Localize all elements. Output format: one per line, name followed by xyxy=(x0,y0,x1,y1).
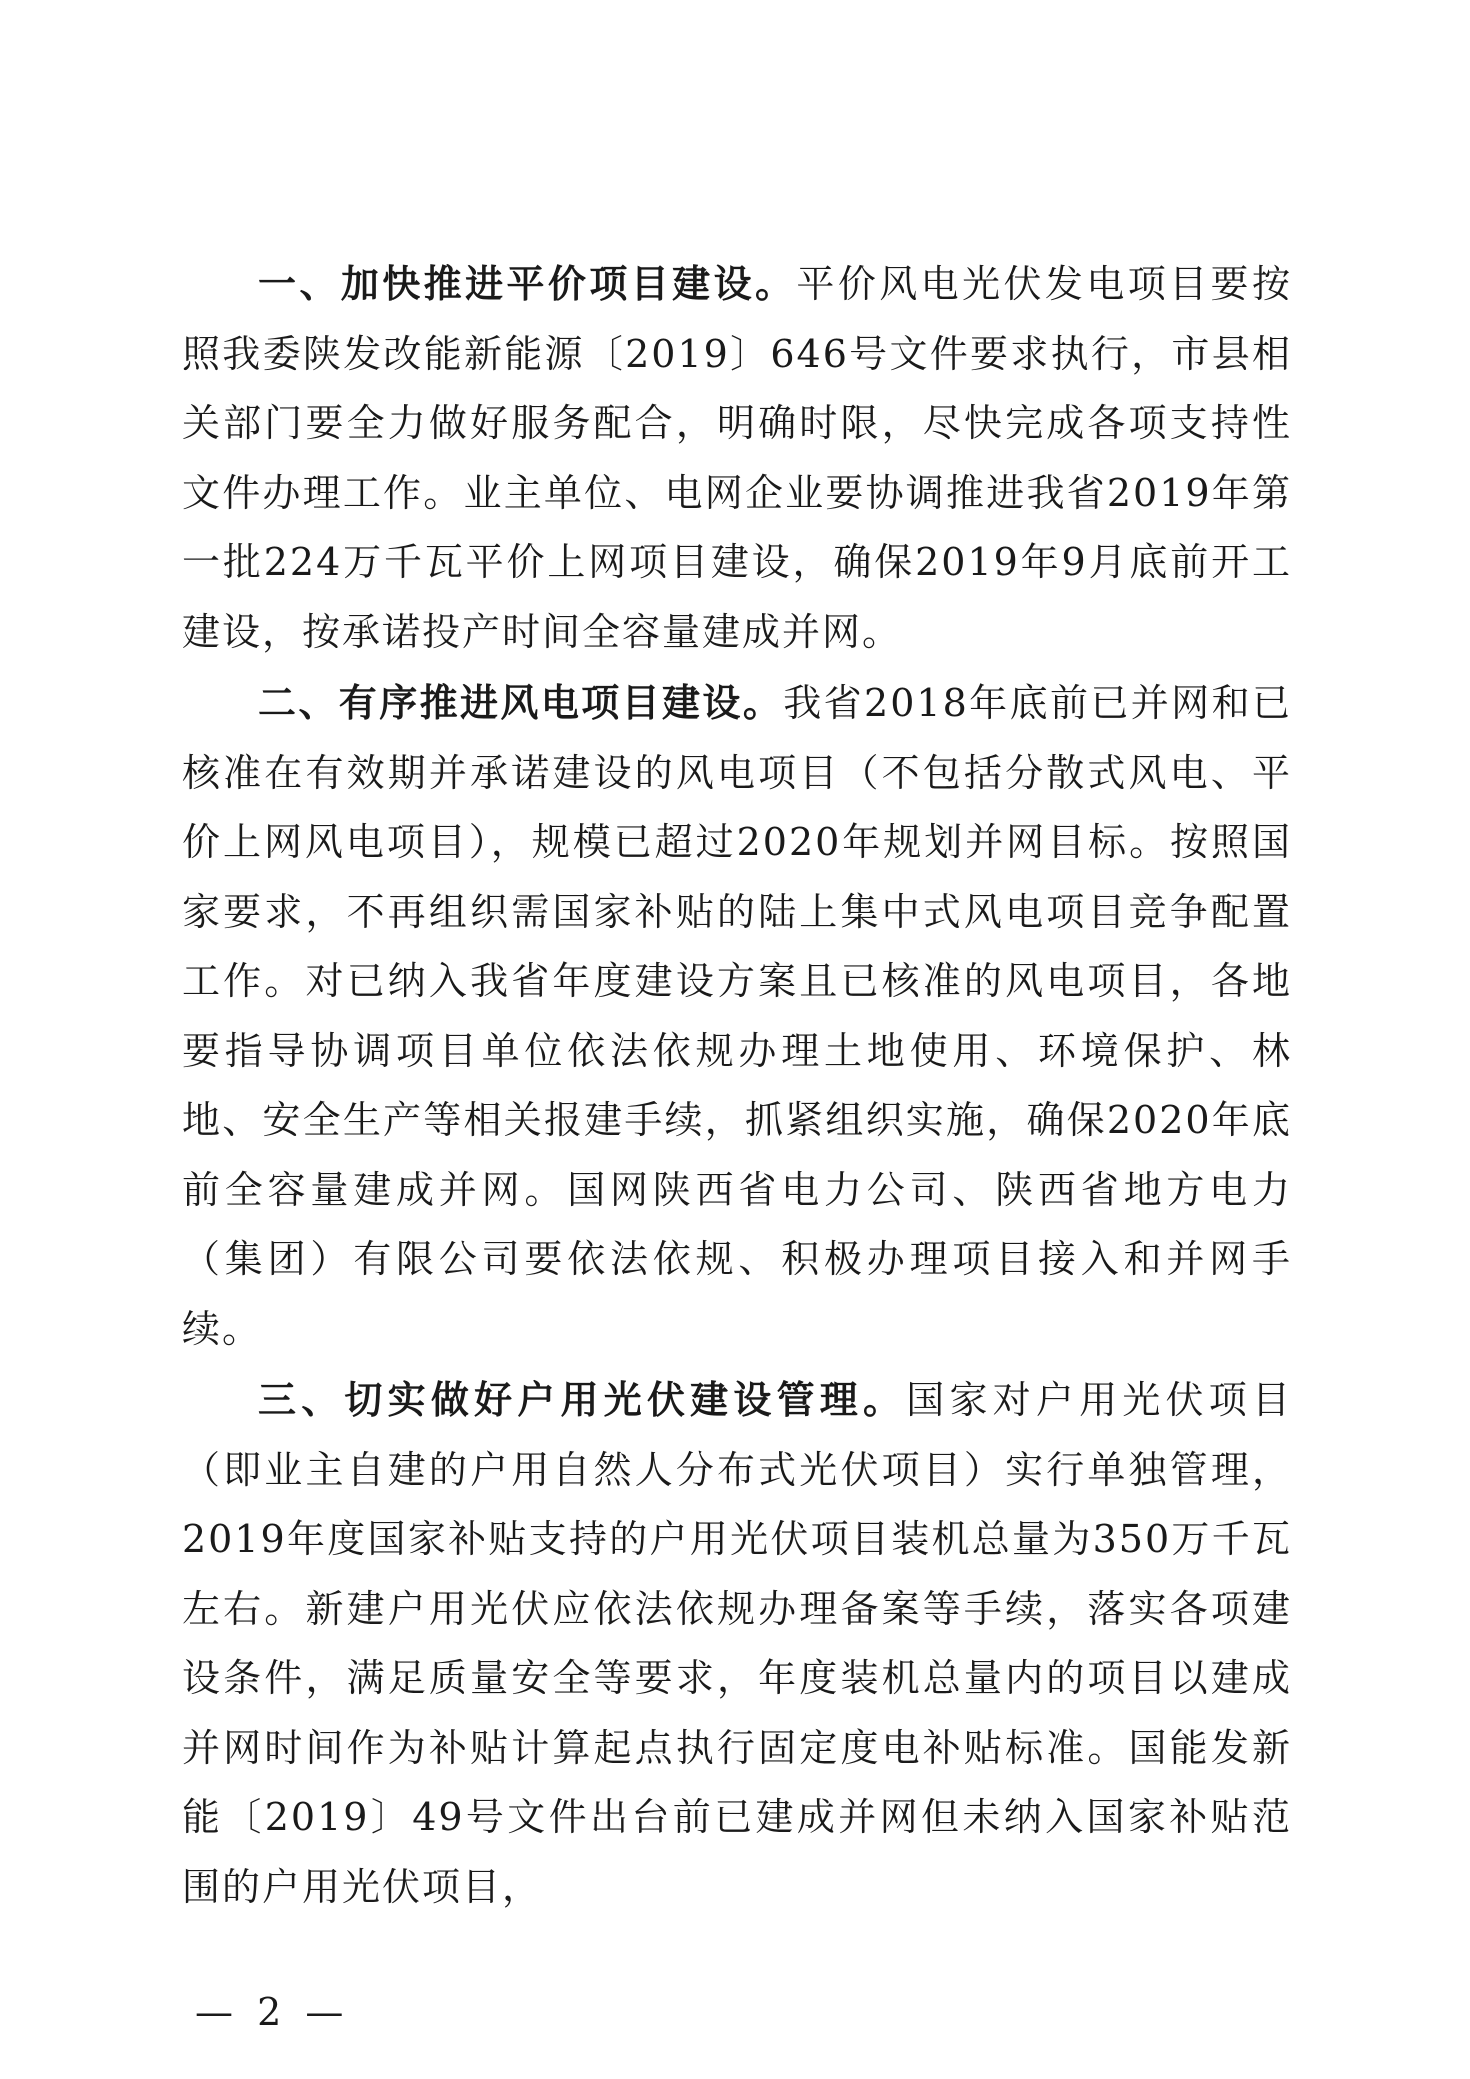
paragraph-1 xyxy=(182,250,1292,667)
paragraph-2 xyxy=(182,669,1292,1364)
section-heading-2: 二、有序推进风电项目建设。 xyxy=(258,681,784,725)
section-body-3: 国家对户用光伏项目（即业主自建的户用自然人分布式光伏项目）实行单独管理，2019年度国家补贴支持的户用光伏项目装机总量为350万千瓦左右。新建户用光伏应依法依规办理备案等手续，落实各项建设条件，满足质量安全等要求，年度装机总量内的项目以建成并网时间作为补贴计算起点执行固定度电补贴标准。国能发新能〔2019〕49号文件出台前已建成并网但未纳入国家补贴范围的户用光伏项目， xyxy=(182,1378,1292,1909)
page-number: — 2 — xyxy=(195,1990,350,2034)
section-body-2: 我省2018年底前已并网和已核准在有效期并承诺建设的风电项目（不包括分散式风电、平价上网风电项目），规模已超过2020年规划并网目标。按照国家要求，不再组织需国家补贴的陆上集中式风电项目竞争配置工作。对已纳入我省年度建设方案且已核准的风电项目，各地要指导协调项目单位依法依规办理土地使用、环境保护、林地、安全生产等相关报建手续，抓紧组织实施，确保2020年底前全容量建成并网。国网陕西省电力公司、陕西省地方电力（集团）有限公司要依法依规、积极办理项目接入和并网手续。 xyxy=(182,681,1292,1351)
section-body-1: 平价风电光伏发电项目要按照我委陕发改能新能源〔2019〕646号文件要求执行，市县相关部门要全力做好服务配合，明确时限，尽快完成各项支持性文件办理工作。业主单位、电网企业要协调推进我省2019年第一批224万千瓦平价上网项目建设，确保2019年9月底前开工建设，按承诺投产时间全容量建成并网。 xyxy=(182,262,1292,654)
section-heading-3: 三、切实做好户用光伏建设管理。 xyxy=(258,1378,907,1422)
body-text xyxy=(182,250,1292,1924)
paragraph-3 xyxy=(182,1366,1292,1922)
section-heading-1: 一、加快推进平价项目建设。 xyxy=(258,262,797,306)
